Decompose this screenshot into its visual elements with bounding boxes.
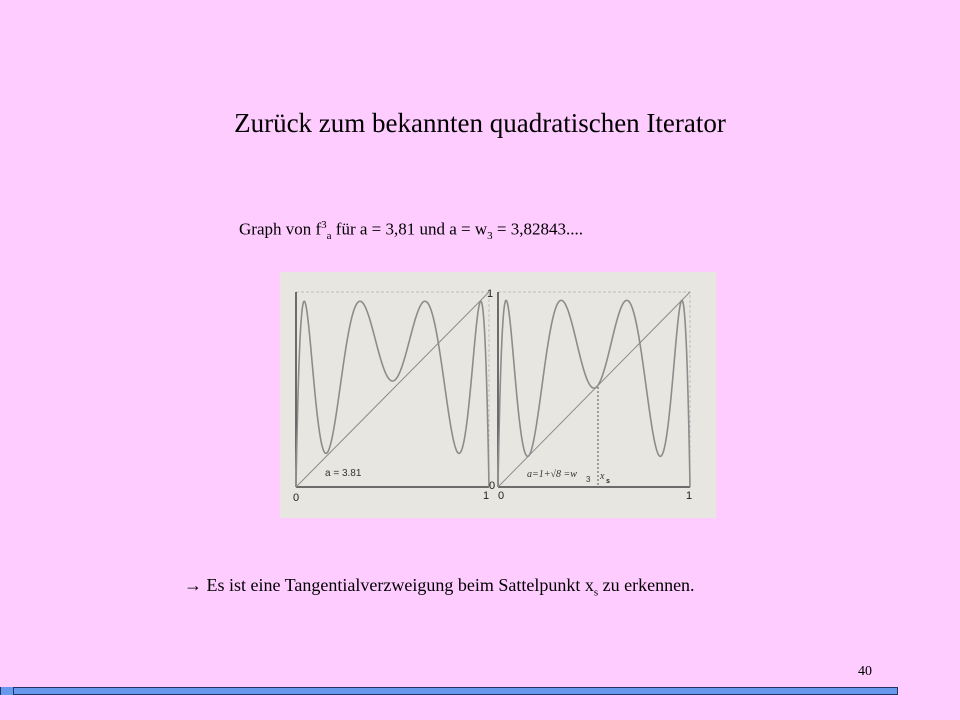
footer-bar [0, 687, 898, 695]
right-a-label: a=1+√8 =w [527, 469, 577, 480]
left-tick-x1: 1 [483, 490, 490, 502]
conclusion-suffix: zu erkennen. [598, 575, 695, 595]
left-f3-curve [296, 301, 489, 487]
graph-svg [280, 272, 716, 518]
left-diagonal [296, 292, 489, 487]
right-a-label-sub: 3 [586, 475, 591, 484]
right-tick-y1: 1 [487, 288, 494, 300]
caption-middle: für a = 3,81 und a = w [331, 219, 488, 239]
caption-subscript-a: a [326, 230, 332, 243]
conclusion-body: Es ist eine Tangentialverzweigung beim Sattelpunkt x [202, 575, 594, 595]
caption-superscript: 3 [321, 219, 327, 231]
saddle-x-label: x [600, 471, 605, 482]
left-a-label: a = 3.81 [325, 468, 362, 479]
saddle-x-label-sub: s [606, 478, 610, 485]
arrow-icon: → [184, 575, 202, 595]
right-tick-y0: 0 [489, 480, 496, 492]
slide-title: Zurück zum bekannten quadratischen Iterator [234, 108, 726, 138]
right-tick-x1: 1 [686, 490, 693, 502]
caption-prefix: Graph von f [239, 219, 322, 239]
figure-caption [239, 219, 583, 242]
page-number: 40 [858, 664, 872, 679]
caption-subscript-3: 3 [487, 230, 493, 243]
right-diagonal [498, 292, 690, 487]
iteration-graph-figure [280, 272, 716, 518]
conclusion-subscript: s [593, 586, 599, 599]
conclusion-text [184, 575, 695, 599]
right-f3-curve [498, 300, 690, 487]
right-tick-x0: 0 [498, 490, 505, 502]
left-tick-x0: 0 [293, 492, 300, 504]
caption-suffix: = 3,82843.... [492, 219, 584, 239]
